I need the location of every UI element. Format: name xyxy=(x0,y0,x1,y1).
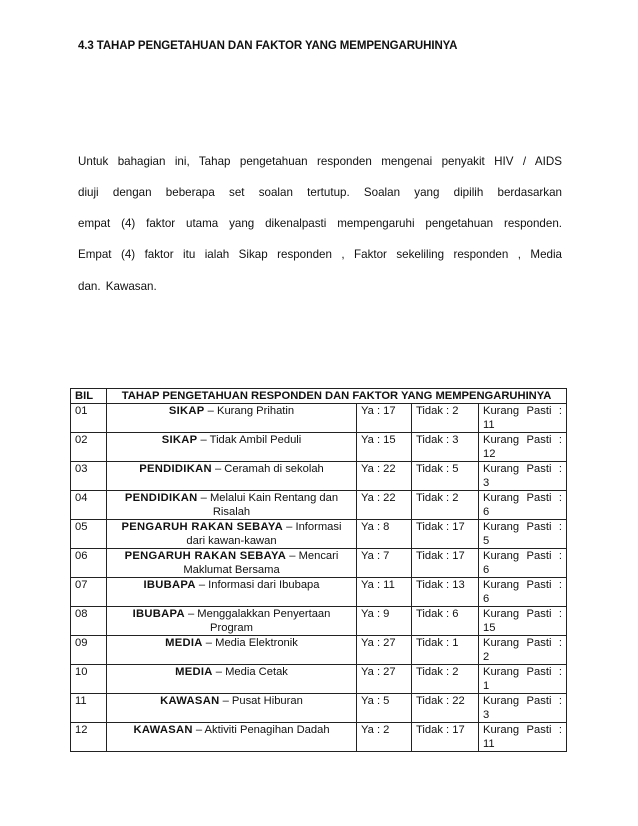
table-row xyxy=(71,636,567,665)
row-description: – Ceramah di sekolah xyxy=(211,463,324,476)
row-kurang-pasti: Kurang Pasti : 6 xyxy=(479,578,567,607)
row-tidak: Tidak : 13 xyxy=(412,578,479,607)
row-ya: Ya : 27 xyxy=(357,665,412,694)
row-tidak: Tidak : 2 xyxy=(412,404,479,433)
row-kurang-pasti: Kurang Pasti : 1 xyxy=(479,665,567,694)
header-bil: BIL xyxy=(71,389,107,404)
row-factor: PENGARUH RAKAN SEBAYA xyxy=(124,550,287,563)
table-row xyxy=(71,694,567,723)
row-factor-cell xyxy=(107,433,357,462)
row-factor: MEDIA xyxy=(175,666,213,679)
row-bil: 07 xyxy=(71,578,107,607)
table-body xyxy=(71,404,567,752)
row-description: – Informasi dari kawan-kawan xyxy=(186,521,342,547)
row-tidak: Tidak : 2 xyxy=(412,491,479,520)
row-ya: Ya : 5 xyxy=(357,694,412,723)
row-description: – Mencari Maklumat Bersama xyxy=(183,550,339,576)
row-factor-cell xyxy=(107,520,357,549)
row-tidak: Tidak : 3 xyxy=(412,433,479,462)
row-kurang-pasti: Kurang Pasti : 6 xyxy=(479,491,567,520)
row-bil: 02 xyxy=(71,433,107,462)
row-bil: 06 xyxy=(71,549,107,578)
row-bil: 03 xyxy=(71,462,107,491)
row-tidak: Tidak : 17 xyxy=(412,723,479,752)
row-bil: 12 xyxy=(71,723,107,752)
row-bil: 11 xyxy=(71,694,107,723)
row-bil: 04 xyxy=(71,491,107,520)
table-row xyxy=(71,462,567,491)
row-factor: PENDIDIKAN xyxy=(124,492,198,505)
factors-table xyxy=(70,388,567,752)
row-bil: 08 xyxy=(71,607,107,636)
paragraph-line-1: Untuk bahagian ini, Tahap pengetahuan responden mengenai penyakit HIV / AIDS xyxy=(78,155,562,168)
row-factor: SIKAP xyxy=(161,434,198,447)
row-factor-cell xyxy=(107,491,357,520)
table-row xyxy=(71,665,567,694)
row-ya: Ya : 22 xyxy=(357,462,412,491)
row-description: – Melalui Kain Rentang dan Risalah xyxy=(197,492,339,518)
row-factor: PENDIDIKAN xyxy=(139,463,212,476)
table-row xyxy=(71,491,567,520)
paragraph-line-4: Empat (4) faktor itu ialah Sikap responden , Faktor sekeliling responden , Media xyxy=(78,248,562,261)
table-header-row xyxy=(71,389,567,404)
table-row xyxy=(71,723,567,752)
row-kurang-pasti: Kurang Pasti : 6 xyxy=(479,549,567,578)
row-tidak: Tidak : 2 xyxy=(412,665,479,694)
paragraph-line-2: diuji dengan beberapa set soalan tertutup. Soalan yang dipilih berdasarkan xyxy=(78,186,562,199)
row-ya: Ya : 22 xyxy=(357,491,412,520)
row-ya: Ya : 8 xyxy=(357,520,412,549)
row-factor-cell xyxy=(107,578,357,607)
row-factor-cell xyxy=(107,462,357,491)
row-description: – Media Elektronik xyxy=(202,637,298,650)
row-bil: 05 xyxy=(71,520,107,549)
row-ya: Ya : 17 xyxy=(357,404,412,433)
row-factor: IBUBAPA xyxy=(143,579,196,592)
row-kurang-pasti: Kurang Pasti : 3 xyxy=(479,462,567,491)
row-tidak: Tidak : 22 xyxy=(412,694,479,723)
row-kurang-pasti: Kurang Pasti : 2 xyxy=(479,636,567,665)
table-row xyxy=(71,520,567,549)
row-kurang-pasti: Kurang Pasti : 15 xyxy=(479,607,567,636)
row-ya: Ya : 9 xyxy=(357,607,412,636)
row-bil: 09 xyxy=(71,636,107,665)
row-description: – Tidak Ambil Peduli xyxy=(197,434,302,447)
row-factor-cell xyxy=(107,404,357,433)
row-tidak: Tidak : 5 xyxy=(412,462,479,491)
table-row xyxy=(71,549,567,578)
row-factor: KAWASAN xyxy=(133,724,193,737)
row-kurang-pasti: Kurang Pasti : 11 xyxy=(479,723,567,752)
row-factor-cell xyxy=(107,636,357,665)
row-kurang-pasti: Kurang Pasti : 3 xyxy=(479,694,567,723)
row-factor-cell xyxy=(107,665,357,694)
row-description: – Pusat Hiburan xyxy=(219,695,303,708)
row-kurang-pasti: Kurang Pasti : 5 xyxy=(479,520,567,549)
paragraph-line-5: dan. Kawasan. xyxy=(78,280,157,293)
table-row xyxy=(71,404,567,433)
row-ya: Ya : 2 xyxy=(357,723,412,752)
table-row xyxy=(71,433,567,462)
row-factor-cell xyxy=(107,723,357,752)
paragraph-line-3: empat (4) faktor utama yang dikenalpasti mempengaruhi pengetahuan responden. xyxy=(78,217,562,230)
row-factor: SIKAP xyxy=(168,405,205,418)
row-factor: KAWASAN xyxy=(160,695,220,708)
row-description: – Aktiviti Penagihan Dadah xyxy=(192,724,330,737)
table-row xyxy=(71,607,567,636)
header-title: TAHAP PENGETAHUAN RESPONDEN DAN FAKTOR YANG MEMPENGARUHINYA xyxy=(107,389,567,404)
row-kurang-pasti: Kurang Pasti : 11 xyxy=(479,404,567,433)
row-factor: PENGARUH RAKAN SEBAYA xyxy=(121,521,284,534)
row-factor-cell xyxy=(107,694,357,723)
row-kurang-pasti: Kurang Pasti : 12 xyxy=(479,433,567,462)
row-description: – Kurang Prihatin xyxy=(204,405,295,418)
row-tidak: Tidak : 17 xyxy=(412,549,479,578)
row-bil: 10 xyxy=(71,665,107,694)
row-tidak: Tidak : 6 xyxy=(412,607,479,636)
row-ya: Ya : 15 xyxy=(357,433,412,462)
section-heading: 4.3 TAHAP PENGETAHUAN DAN FAKTOR YANG MEMPENGARUHINYA xyxy=(78,40,458,52)
row-bil: 01 xyxy=(71,404,107,433)
row-ya: Ya : 27 xyxy=(357,636,412,665)
row-factor: MEDIA xyxy=(165,637,203,650)
row-description: – Media Cetak xyxy=(212,666,288,679)
table-row xyxy=(71,578,567,607)
row-factor-cell xyxy=(107,549,357,578)
row-description: – Informasi dari Ibubapa xyxy=(195,579,320,592)
row-ya: Ya : 7 xyxy=(357,549,412,578)
row-ya: Ya : 11 xyxy=(357,578,412,607)
row-factor: IBUBAPA xyxy=(132,608,185,621)
row-description: – Menggalakkan Penyertaan Program xyxy=(184,608,331,634)
row-factor-cell xyxy=(107,607,357,636)
row-tidak: Tidak : 1 xyxy=(412,636,479,665)
row-tidak: Tidak : 17 xyxy=(412,520,479,549)
